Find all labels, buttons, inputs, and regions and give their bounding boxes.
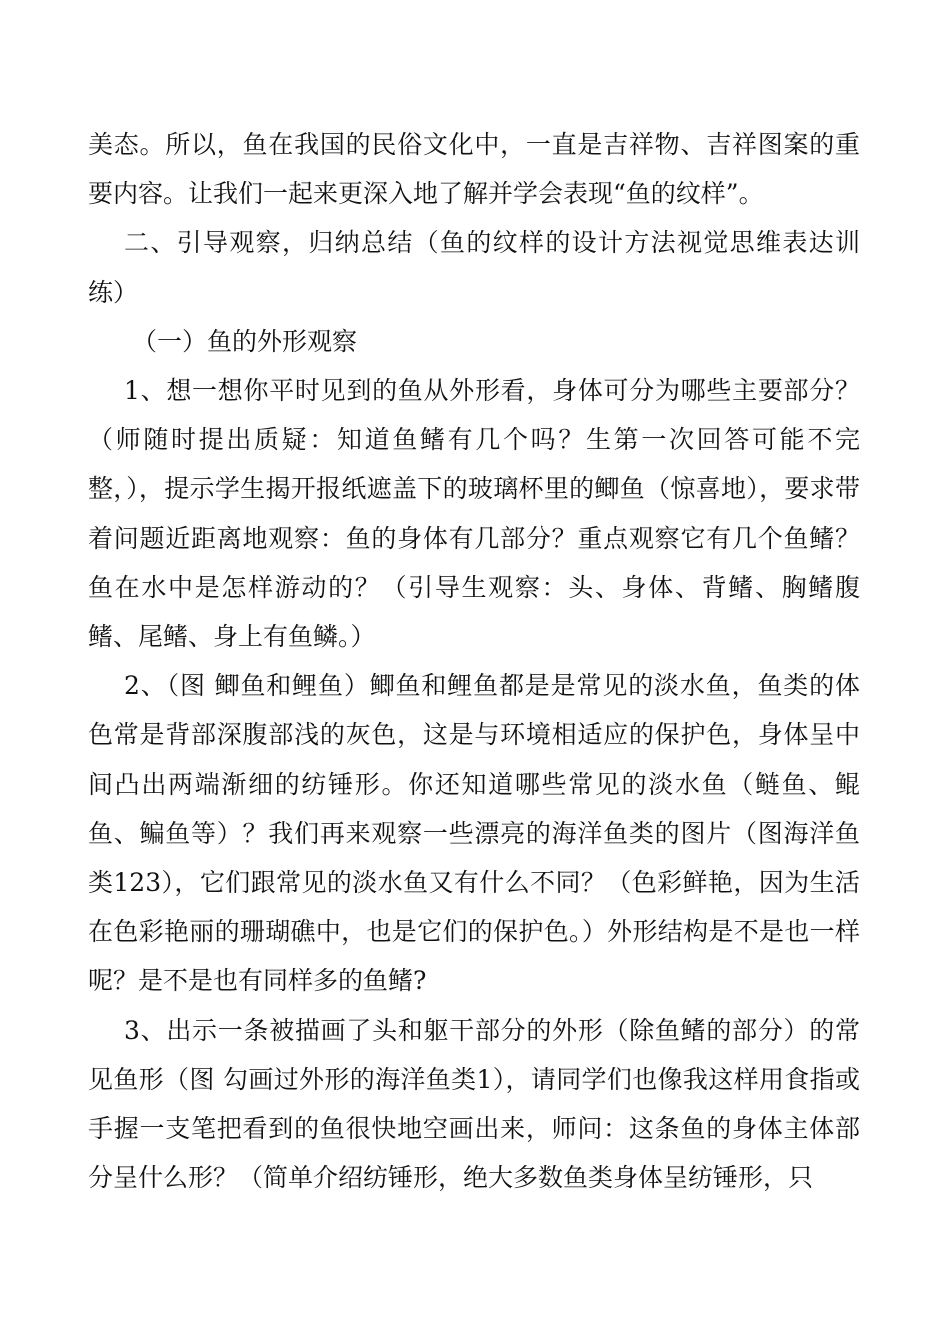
paragraph-step-2: 2、（图 鲫鱼和鲤鱼）鲫鱼和鲤鱼都是是常见的淡水鱼，鱼类的体色常是背部深腹部浅的灰色，这是与环境相适应的保护色，身体呈中间凸出两端渐细的纺锤形。你还知道哪些常见的淡水鱼（鲢鱼、鲲鱼、鳊鱼等）？我们再来观察一些漂亮的海洋鱼类的图片（图海洋鱼类123），它们跟常见的淡水鱼又有什么不同？（色彩鲜艳，因为生活在色彩艳丽的珊瑚礁中，也是它们的保护色。）外形结构是不是也一样呢？是不是也有同样多的鱼鳍? bbox=[88, 671, 860, 996]
section-heading-guided-observation: 二、引导观察，归纳总结（鱼的纹样的设计方法视觉思维表达训练） bbox=[88, 228, 860, 307]
subsection-heading-fish-shape: （一）鱼的外形观察 bbox=[132, 326, 358, 356]
paragraph-continuation: 美态。所以，鱼在我国的民俗文化中，一直是吉祥物、吉祥图案的重要内容。让我们一起来更深入地了解并学会表现“鱼的纹样”。 bbox=[88, 130, 860, 209]
paragraph-step-3: 3、出示一条被描画了头和躯干部分的外形（除鱼鳍的部分）的常见鱼形（图 勾画过外形的海洋鱼类1），请同学们也像我这样用食指或手握一支笔把看到的鱼很快地空画出来，师问：这条鱼的身体主体部分呈什么形？（简单介绍纺锤形，绝大多数鱼类身体呈纺锤形，只 bbox=[88, 1015, 860, 1193]
paragraph-step-1: 1、想一想你平时见到的鱼从外形看，身体可分为哪些主要部分？（师随时提出质疑：知道鱼鳍有几个吗？生第一次回答可能不完整，），提示学生揭开报纸遮盖下的玻璃杯里的鲫鱼（惊喜地），要求带着问题近距离地观察：鱼的身体有几部分？重点观察它有几个鱼鳍？鱼在水中是怎样游动的？（引导生观察：头、身体、背鳍、胸鳍腹鳍、尾鳍、身上有鱼鳞。） bbox=[88, 376, 860, 652]
document-page bbox=[88, 120, 860, 1202]
